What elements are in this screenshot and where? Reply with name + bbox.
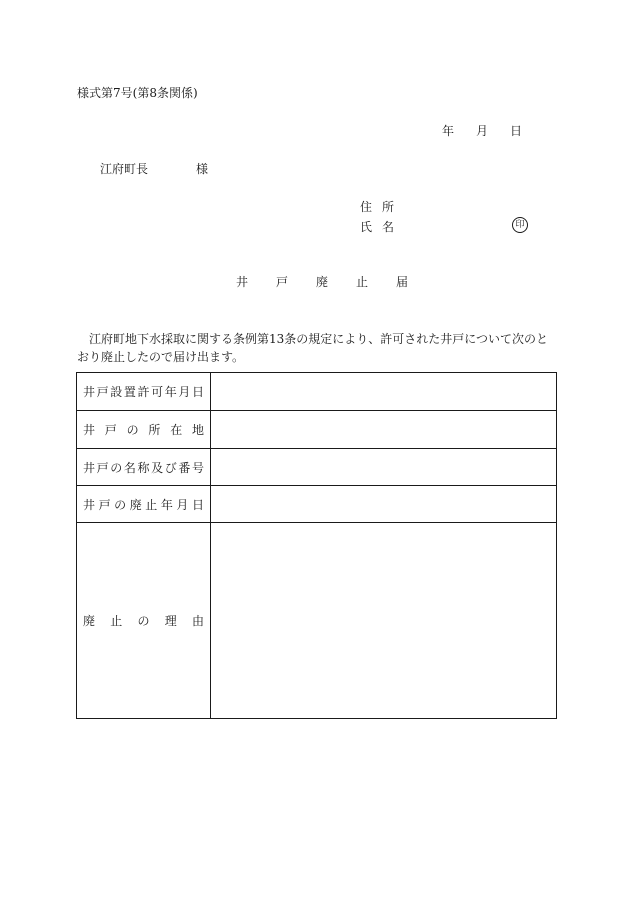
row-label-name-number: 井戸の名称及び番号 <box>77 449 211 486</box>
row-label-location: 井戸の所在地 <box>77 411 211 449</box>
date-line <box>442 122 522 139</box>
applicant-block <box>360 196 404 236</box>
table-row <box>77 486 557 523</box>
row-value-name-number[interactable] <box>211 449 557 486</box>
row-label-permit-date: 井戸設置許可年月日 <box>77 373 211 411</box>
document-title: 井戸廃止届 <box>236 275 437 289</box>
table-row <box>77 523 557 719</box>
seal-mark-icon: 印 <box>512 217 528 233</box>
date-year-label: 年 <box>442 124 455 138</box>
address-label: 住所 <box>360 199 405 214</box>
name-label: 氏名 <box>360 219 405 234</box>
table-row <box>77 449 557 486</box>
row-value-abolition-date[interactable] <box>211 486 557 523</box>
date-day-label: 日 <box>510 124 523 138</box>
form-table <box>76 372 557 719</box>
row-label-abolition-date: 井戸の廃止年月日 <box>77 486 211 523</box>
addressee-honorific: 様 <box>196 162 209 176</box>
body-text: 江府町地下水採取に関する条例第13条の規定により、許可された井戸について次のとおり廃止したので届け出ます。 <box>77 332 549 364</box>
row-label-reason: 廃止の理由 <box>77 523 211 719</box>
addressee <box>100 160 208 177</box>
date-month-label: 月 <box>476 124 489 138</box>
table-row <box>77 373 557 411</box>
form-number: 様式第7号(第8条関係) <box>77 86 198 100</box>
row-value-location[interactable] <box>211 411 557 449</box>
table-row <box>77 411 557 449</box>
row-value-reason[interactable] <box>211 523 557 719</box>
addressee-mayor: 江府町長 <box>100 162 149 176</box>
row-value-permit-date[interactable] <box>211 373 557 411</box>
